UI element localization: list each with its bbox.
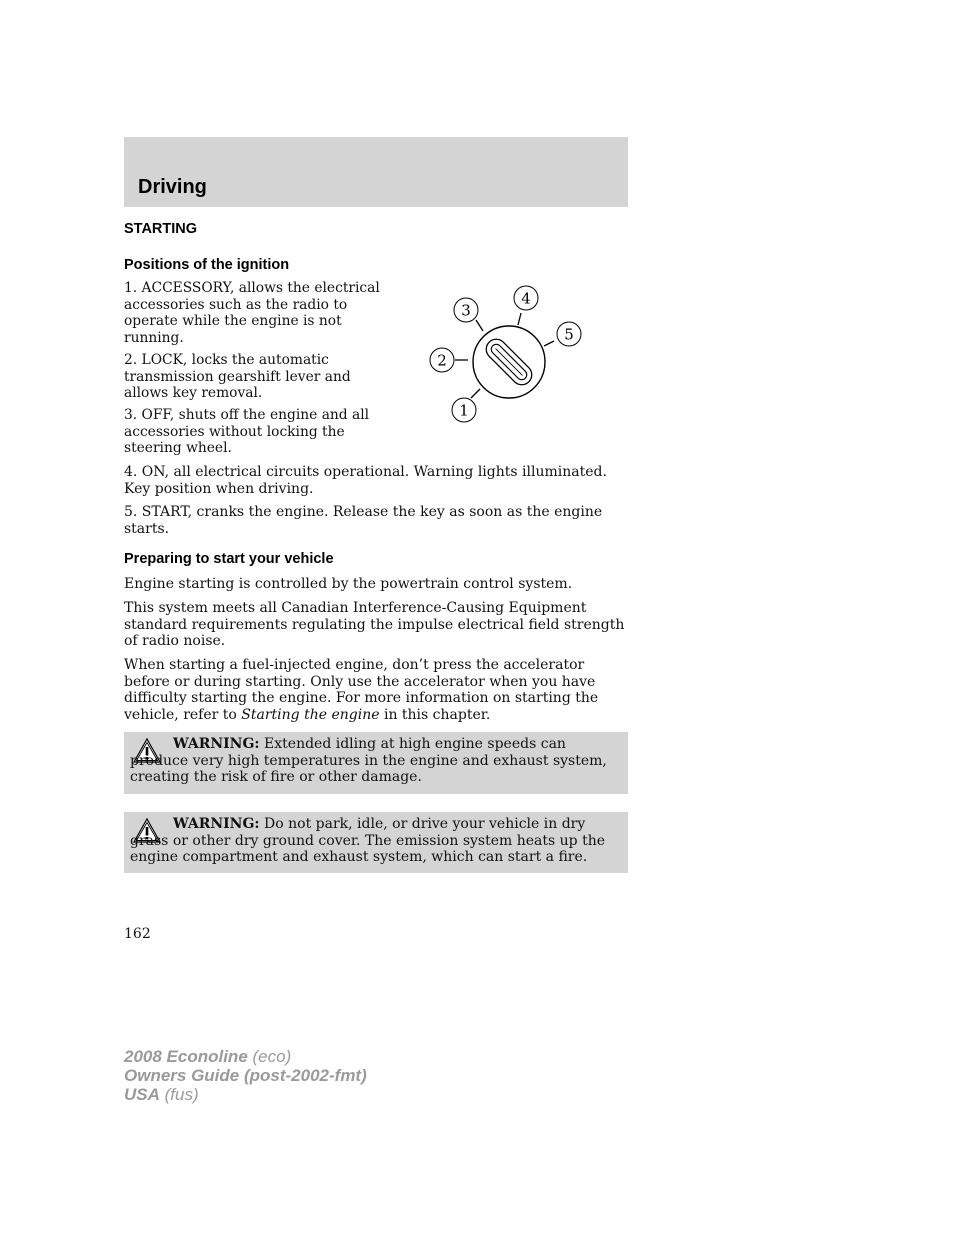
paragraph-fuel-injected: When starting a fuel-injected engine, don’t press the accelerator before or during starting. Only use the accelerator when you have difficulty starting the engine. For more information on starting the vehicle, refer to Starting the engine in this chapter.: [124, 657, 599, 723]
ignition-item-on: 4. ON, all electrical circuits operational. Warning lights illuminated. Key position when driving.: [124, 464, 607, 497]
warning-text-dry-grass: WARNING: Do not park, idle, or drive your vehicle in dry grass or other dry ground cover. The emission system heats up the engine compartment and exhaust system, which can start a fire.: [130, 816, 606, 865]
document-footer: [124, 1047, 367, 1104]
warning-text-idling: WARNING: Extended idling at high engine speeds can produce very high temperatures in the engine and exhaust system, creating the risk of fire or other damage.: [130, 736, 607, 785]
warning-box-dry-grass: [124, 812, 628, 873]
svg-text:2: 2: [437, 351, 447, 370]
paragraph-powertrain: Engine starting is controlled by the powertrain control system.: [124, 576, 573, 592]
section-title: Driving: [138, 176, 207, 198]
diagram-label-5: [557, 322, 581, 346]
ignition-item-off: 3. OFF, shuts off the engine and all accessories without locking the steering wheel.: [124, 407, 370, 456]
heading-starting: STARTING: [124, 221, 198, 237]
cross-reference: Starting the engine: [241, 706, 380, 723]
svg-text:5: 5: [564, 325, 574, 344]
svg-text:1: 1: [459, 401, 469, 420]
footer-line-market: USA (fus): [124, 1085, 199, 1104]
paragraph-interference: This system meets all Canadian Interference-Causing Equipment standard requirements regulating the impulse electrical field strength of radio noise.: [124, 600, 625, 649]
page-number: 162: [124, 926, 151, 942]
ignition-item-accessory: 1. ACCESSORY, allows the electrical accessories such as the radio to operate while the engine is not running.: [124, 280, 380, 346]
diagram-label-1: [452, 398, 476, 422]
footer-line-model: 2008 Econoline (eco): [124, 1047, 292, 1066]
svg-text:3: 3: [461, 301, 471, 320]
diagram-label-3: [454, 298, 478, 322]
svg-text:4: 4: [521, 289, 531, 308]
heading-preparing-to-start: Preparing to start your vehicle: [124, 551, 334, 567]
diagram-label-4: [514, 286, 538, 310]
ignition-switch-icon: [425, 280, 590, 435]
diagram-label-2: [430, 348, 454, 372]
footer-line-guide: Owners Guide (post-2002-fmt): [124, 1066, 367, 1085]
heading-positions-of-ignition: Positions of the ignition: [124, 257, 290, 273]
warning-box-idling: [124, 732, 628, 794]
ignition-item-start: 5. START, cranks the engine. Release the key as soon as the engine starts.: [124, 504, 603, 537]
ignition-item-lock: 2. LOCK, locks the automatic transmission gearshift lever and allows key removal.: [124, 352, 351, 401]
